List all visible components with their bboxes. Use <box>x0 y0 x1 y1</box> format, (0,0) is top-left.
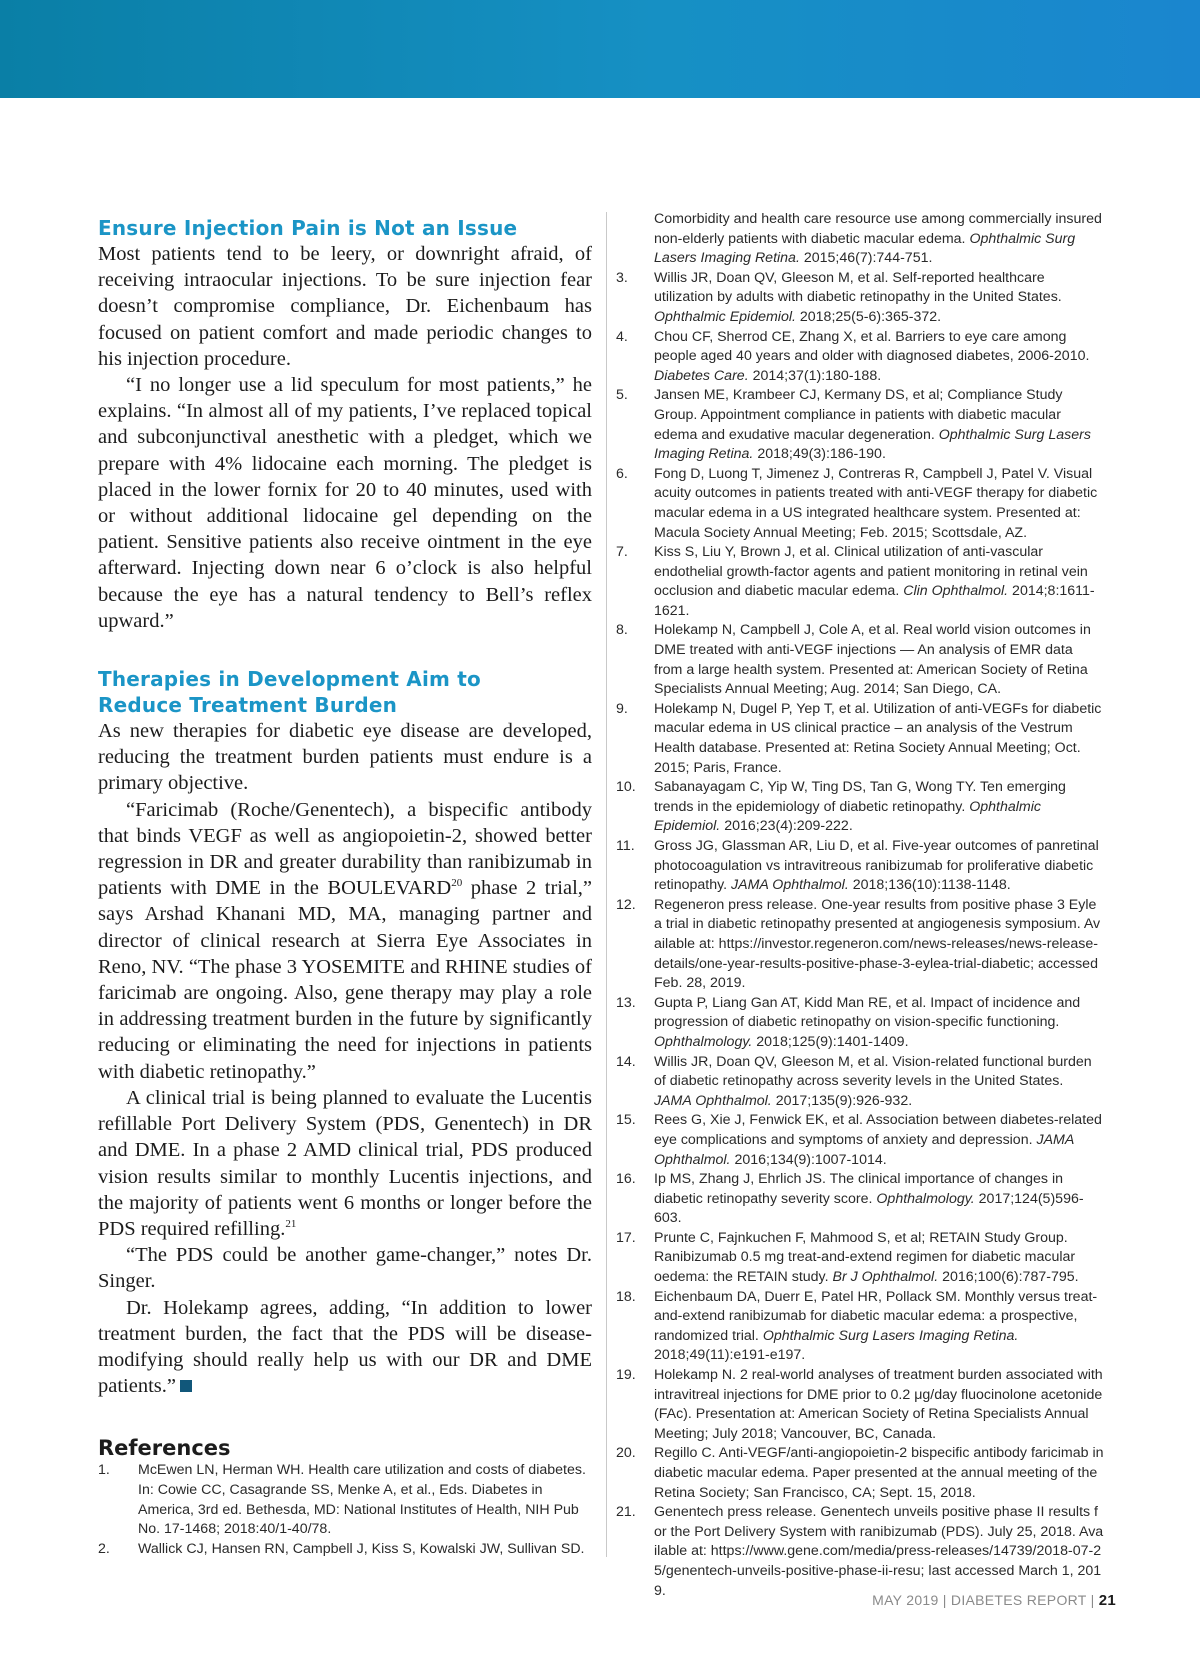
reference-number: 19. <box>616 1367 636 1384</box>
reference-number: 17. <box>616 1229 636 1246</box>
reference-number: 18. <box>616 1288 636 1305</box>
paragraph: Most patients tend to be leery, or downright afraid, of receiving intraocular injections. To be sure injection fear doesn’t compromise compliance, Dr. Eichenbaum has focused on patient comfort and made periodic changes to his injection procedure. <box>98 243 592 370</box>
reference-number: 10. <box>616 779 636 796</box>
reference-text: Chou CF, Sherrod CE, Zhang X, et al. Barriers to eye care among people aged 40 years and older with diagnosed diabetes, 2006-2010. <box>654 328 1090 365</box>
reference-number: 20. <box>616 1445 636 1462</box>
journal-title: Clin Ophthalmol. <box>903 583 1009 600</box>
reference-text: Ip MS, Zhang J, Ehrlich JS. The clinical importance of changes in diabetic retinopathy severity score. <box>654 1171 1064 1207</box>
text-run: phase 2 trial,” says Arshad Khanani MD, MA, managing partner and director of clinical research at Sierra Eye Associates in Reno, NV. “The phase 3 YOSEMITE and RHINE studies of faricimab are ongoing. Also, gene therapy may play a role in addressing treatment burden in the future by significantly reducing or eliminating the need for injections in patients with diabetic retinopathy.” <box>98 877 592 1083</box>
section-heading-therapies <box>98 666 592 718</box>
reference-text: 2016;100(6):787-795. <box>938 1269 1079 1286</box>
reference-item <box>616 269 1104 328</box>
paragraph: “The PDS could be another game-changer,” notes Dr. Singer. <box>98 1244 592 1293</box>
journal-title: Ophthalmic Epidemiol. <box>654 308 796 325</box>
reference-text: Sabanayagam C, Yip W, Ting DS, Tan G, Wong TY. Ten emerging trends in the epidemiology of diabetic retinopathy. <box>654 779 1066 815</box>
paragraph <box>98 1295 592 1400</box>
reference-item <box>616 1503 1104 1601</box>
reference-item <box>616 1366 1104 1444</box>
reference-text: 2014;37(1):180-188. <box>748 367 882 384</box>
reference-number: 11. <box>616 838 635 854</box>
reference-text: 2016;23(4):209-222. <box>720 818 853 835</box>
reference-number: 1. <box>98 1462 110 1479</box>
reference-number: 21. <box>616 1504 636 1521</box>
reference-text: Prunte C, Fajnkuchen F, Mahmood S, et al; RETAIN Study Group. Ranibizumab 0.5 mg treat-and-extend regimen for diabetic macular oedema: the RETAIN study. <box>654 1229 1076 1286</box>
reference-item <box>616 465 1104 543</box>
reference-item <box>616 1170 1104 1229</box>
heading-line: Therapies in Development Aim to <box>98 667 481 692</box>
text-run: A clinical trial is being planned to evaluate the Lucentis refillable Port Delivery System (PDS, Genentech) in DR and DME. In a phase 2 AMD clinical trial, PDS produced vision results similar to monthly Lucentis injections, and the majority of patients went 6 months or longer before the PDS required refilling. <box>98 1086 592 1240</box>
reference-number: 12. <box>616 896 636 913</box>
reference-text: Gross JG, Glassman AR, Liu D, et al. Five-year outcomes of panretinal photocoagulation vs intravitreous ranibizumab for proliferative diabetic retinopathy. <box>654 838 1099 894</box>
header-banner <box>0 0 1200 98</box>
reference-text: 2014;8:1611-1621. <box>654 583 1095 619</box>
end-mark-icon <box>180 1380 192 1392</box>
reference-item <box>616 837 1104 896</box>
journal-title: JAMA Ophthalmol. <box>654 1092 772 1109</box>
reference-number: 9. <box>616 700 628 717</box>
references-heading: References <box>98 1436 231 1461</box>
reference-text: Holekamp N, Campbell J, Cole A, et al. Real world vision outcomes in DME treated with anti-VEGF injections — An analysis of EMR data from a large health system. Presented at: American Society of Retina Specialists Annual Meeting; Aug. 2014; San Diego, CA. <box>654 622 1091 698</box>
page-number: 21 <box>1098 1592 1116 1609</box>
citation-sup: 20 <box>451 877 463 890</box>
reference-item <box>616 778 1104 837</box>
page-footer <box>872 1592 1116 1609</box>
journal-title: Diabetes Care. <box>654 367 749 384</box>
reference-number: 7. <box>616 544 628 561</box>
reference-text: Rees G, Xie J, Fenwick EK, et al. Association between diabetes-related eye complications and symptoms of anxiety and depression. <box>654 1112 1102 1148</box>
reference-item <box>616 1111 1104 1170</box>
reference-text: Fong D, Luong T, Jimenez J, Contreras R, Campbell J, Patel V. Visual acuity outcomes in patients treated with anti-VEGF therapy for diabetic macular edema in a US integrated healthcare system. Presented at: Macula Society Annual Meeting; Feb. 2015; Scottsdale, AZ. <box>654 465 1098 541</box>
paragraph: As new therapies for diabetic eye disease are developed, reducing the treatment burden patients must endure is a primary objective. <box>98 720 592 795</box>
reference-text: Holekamp N, Dugel P, Yep T, et al. Utilization of anti-VEGFs for diabetic macular edema in US clinical practice – an analysis of the Vestrum Health database. Presented at: Retina Society Annual Meeting; Oct. 2015; Paris, France. <box>654 700 1102 776</box>
journal-title: JAMA Ophthalmol. <box>654 1131 1074 1168</box>
reference-text: 2018;136(10):1138-1148. <box>848 877 1011 894</box>
text-run: Dr. Holekamp agrees, adding, “In addition to lower treatment burden, the fact that the PDS will be disease-modifying should really help us with our DR and DME patients.” <box>98 1296 592 1398</box>
reference-text: 2015;46(7):744-751. <box>799 250 933 267</box>
reference-text: Gupta P, Liang Gan AT, Kidd Man RE, et al. Impact of incidence and progression of diabetic retinopathy on vision-specific functioning. <box>654 994 1081 1031</box>
reference-item <box>616 543 1104 621</box>
reference-text: Genentech press release. Genentech unveils positive phase II results for the Port Delivery System with ranibizumab (PDS). July 25, 2018. Available at: https://www.gene.com/media/press-releases/14739/2018-07-25/genentech-unveils-positive-phase-ii-resu; last accessed March 1, 2019. <box>654 1504 1104 1599</box>
reference-text: Regeneron press release. One-year results from positive phase 3 Eylea trial in diabetic retinopathy presented at angiogenesis symposium. Available at: https://investor.regeneron.com/news-releases/news-release-details/one-year-results-positive-phase-3-eylea-trial-diabetic; accessed Feb. 28, 2019. <box>654 896 1101 992</box>
reference-text: 2016;134(9):1007-1014. <box>730 1151 887 1168</box>
column-divider <box>606 212 607 1557</box>
reference-item <box>616 994 1104 1053</box>
reference-continuation <box>616 210 1104 269</box>
journal-title: Ophthalmic Epidemiol. <box>654 798 1041 835</box>
reference-number: 6. <box>616 465 628 482</box>
reference-text: Eichenbaum DA, Duerr E, Patel HR, Pollack SM. Monthly versus treat-and-extend ranibizumab for diabetic macular edema: a prospective, randomized trial. <box>654 1288 1098 1344</box>
journal-title: Br J Ophthalmol. <box>832 1269 939 1286</box>
paragraph <box>98 797 592 1085</box>
left-column <box>98 215 592 1559</box>
reference-number: 16. <box>616 1171 636 1188</box>
right-column <box>616 210 1104 1601</box>
reference-item <box>616 1053 1104 1112</box>
reference-text: 2018;49(3):186-190. <box>753 446 886 463</box>
reference-number: 15. <box>616 1112 636 1129</box>
reference-text: Regillo C. Anti-VEGF/anti-angiopoietin-2 bispecific antibody faricimab in diabetic macular edema. Paper presented at the annual meeting of the Retina Society; San Francisco, CA; Sept. 15, 2018. <box>654 1445 1104 1501</box>
section-heading-injection-pain: Ensure Injection Pain is Not an Issue <box>98 216 518 240</box>
reference-text: 2018;25(5-6):365-372. <box>795 308 942 325</box>
reference-number: 2. <box>98 1540 110 1557</box>
heading-line: Reduce Treatment Burden <box>98 693 398 718</box>
reference-text: Jansen ME, Krambeer CJ, Kermany DS, et al; Compliance Study Group. Appointment compliance in patients with diabetic macular edema and exudative macular degeneration. <box>654 387 1063 443</box>
reference-item <box>98 1540 592 1560</box>
reference-item <box>616 700 1104 778</box>
reference-text: 2018;125(9):1401-1409. <box>752 1033 909 1050</box>
reference-item <box>616 1229 1104 1288</box>
reference-text: 2017;135(9):926-932. <box>771 1092 913 1109</box>
journal-title: Ophthalmic Surg Lasers Imaging Retina. <box>654 426 1091 463</box>
citation-sup: 21 <box>285 1218 297 1231</box>
reference-number: 3. <box>616 269 628 286</box>
reference-item <box>616 896 1104 994</box>
reference-item <box>616 386 1104 464</box>
reference-number: 4. <box>616 328 628 345</box>
reference-number: 5. <box>616 387 628 404</box>
reference-item <box>616 1288 1104 1366</box>
reference-text: Kiss S, Liu Y, Brown J, et al. Clinical utilization of anti-vascular endothelial growth-factor agents and patient monitoring in retinal vein occlusion and diabetic macular edema. <box>654 544 1088 600</box>
reference-text: Willis JR, Doan QV, Gleeson M, et al. Vision-related functional burden of diabetic retinopathy across severity levels in the United States. <box>654 1053 1092 1090</box>
footer-issue: MAY 2019 | DIABETES REPORT | <box>872 1592 1099 1608</box>
reference-number: 14. <box>616 1053 636 1070</box>
reference-text: Comorbidity and health care resource use among commercially insured non-elderly patients with diabetic macular edema. <box>654 211 1102 247</box>
paragraph: “I no longer use a lid speculum for most patients,” he explains. “In almost all of my patients, I’ve replaced topical and subconjunctival anesthetic with a pledget, which we prepare with 4% lidocaine each morning. The pledget is placed in the lower fornix for 20 to 40 minutes, used with or without additional lidocaine gel depending on the patient. Sensitive patients also receive ointment in the eye afterward. Injecting down near 6 o’clock is also helpful because the eye has a natural tendency to Bell’s reflex upward.” <box>98 374 592 632</box>
reference-text: Willis JR, Doan QV, Gleeson M, et al. Self-reported healthcare utilization by adults with diabetic retinopathy in the United States. <box>654 269 1062 306</box>
journal-title: JAMA Ophthalmol. <box>731 877 849 894</box>
reference-text: 2018;49(11):e191-e197. <box>654 1347 806 1364</box>
reference-item <box>98 1461 592 1539</box>
reference-text: Wallick CJ, Hansen RN, Campbell J, Kiss S, Kowalski JW, Sullivan SD. <box>138 1540 585 1557</box>
reference-number: 8. <box>616 622 628 639</box>
reference-text: 2017;124(5)596-603. <box>654 1190 1084 1227</box>
journal-title: Ophthalmic Surg Lasers Imaging Retina. <box>654 230 1076 267</box>
journal-title: Ophthalmology. <box>654 1033 753 1050</box>
reference-item <box>616 1444 1104 1503</box>
reference-text: McEwen LN, Herman WH. Health care utilization and costs of diabetes. In: Cowie CC, Casagrande SS, Menke A, et al., Eds. Diabetes in America, 3rd ed. Bethesda, MD: National Institutes of Health, NIH Pub No. 17-1468; 2018:40/1-40/78. <box>138 1462 586 1538</box>
reference-item <box>616 328 1104 387</box>
reference-text: Holekamp N. 2 real-world analyses of treatment burden associated with intravitreal injections for DME prior to 0.2 μg/day fluocinolone acetonide (FAc). Presentation at: American Society of Retina Specialists Annual Meeting; July 2018; Vancouver, BC, Canada. <box>654 1367 1103 1442</box>
journal-title: Ophthalmic Surg Lasers Imaging Retina. <box>762 1327 1019 1344</box>
text-run: “Faricimab (Roche/Genentech), a bispecific antibody that binds VEGF as well as angiopoietin-2, showed better regression in DR and greater durability than ranibizumab in patients with DME in the BOULEVARD <box>98 798 592 900</box>
reference-item <box>616 621 1104 699</box>
paragraph <box>98 1085 592 1242</box>
journal-title: Ophthalmology. <box>876 1190 975 1207</box>
reference-number: 13. <box>616 994 636 1011</box>
